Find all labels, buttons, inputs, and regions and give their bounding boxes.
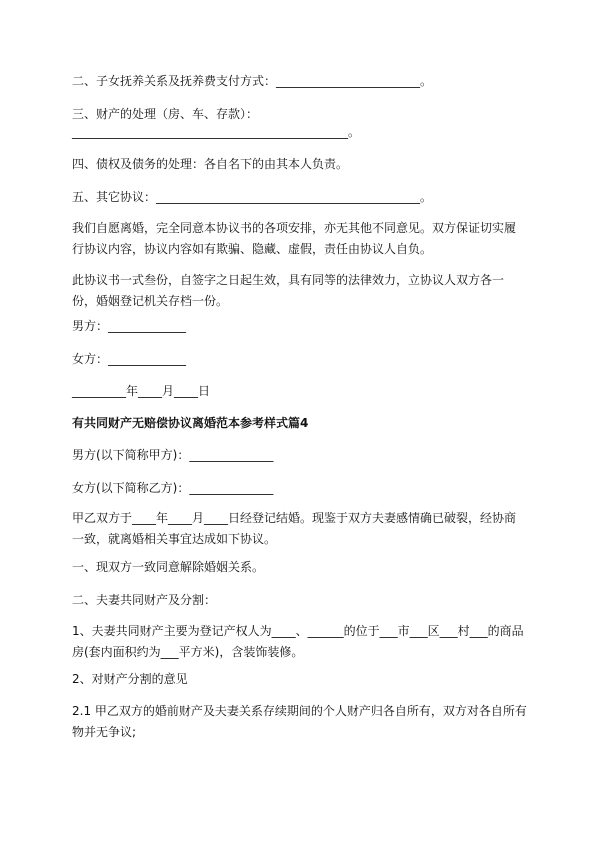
party-a: 男方(以下简称甲方)：______________ [72,448,274,462]
statement-copies: 此协议书一式叁份，自签字之日起生效，具有同等的法律效力，立协议人双方各一份，婚姻登记机关存档一份。 [72,273,505,308]
clause-other: 五、其它协议：____________________________________________。 [72,190,433,204]
clause-dissolve: 一、现双方一致同意解除婚姻关系。 [72,560,265,574]
signature-male: 男方：_____________ [72,319,187,333]
clause-property-blank: ______________________________________________。 [72,125,361,139]
clause-joint-property: 二、夫妻共同财产及分割： [72,593,217,607]
signature-female: 女方：_____________ [72,352,187,366]
clause-premarital-property: 2.1 甲乙双方的婚前财产及夫妻关系存续期间的个人财产归各自所有，双方对各自所有物并无争议; [72,704,527,739]
clause-child-support: 二、子女抚养关系及抚养费支付方式：________________________。 [72,74,433,88]
clause-property: 三、财产的处理（房、车、存款）： [72,107,259,121]
clause-joint-property-detail: 1、夫妻共同财产主要为登记产权人为____、______的位于___市___区___村___的商品房(套内面积约为___平方米)，含装饰装修。 [72,624,524,659]
signature-date: _________年____月____日 [72,384,211,398]
section-heading: 有共同财产无赔偿协议离婚范本参考样式篇4 [72,416,309,430]
clause-debts: 四、债权及债务的处理：各自名下的由其本人负责。 [72,157,349,171]
clause-division-opinion: 2、对财产分割的意见 [72,672,188,686]
statement-voluntary: 我们自愿离婚，完全同意本协议书的各项安排，亦无其他不同意见。双方保证切实履行协议内容，协议内容如有欺骗、隐藏、虚假，责任由协议人自负。 [72,221,517,256]
marriage-registration: 甲乙双方于____年____月____日经登记结婚。现鉴于双方夫妻感情确已破裂，经协商一致，就离婚相关事宜达成如下协议。 [72,511,517,546]
party-b: 女方(以下简称乙方)：______________ [72,481,274,495]
